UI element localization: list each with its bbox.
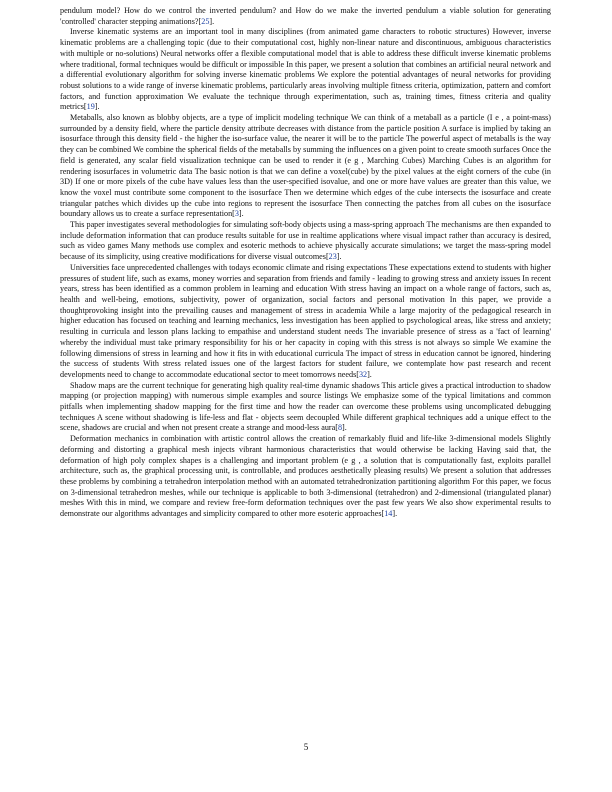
paragraph-text: Shadow maps are the current technique for generating high quality real-time dynamic shadows This article gives a practical introduction to shadow mapping (or projection mapping) with numerous simple examples and source listings We emphasize some of the typical limitations and common pitfalls when implementing shadow mapping for the first time and how the reader can overcome these problems using uncomplicated debugging techniques A scene without shadowing is life-less and flat - objects seem decoupled While different graphical techniques add a unique effect to the scene, shadows are crucial and when not present create a strange and mood-less aura [60, 380, 551, 433]
paragraph-text: Metaballs, also known as blobby objects, are a type of implicit modeling technique We can think of a metaball as a particle (I e , a point-mass) surrounded by a density field, where the particle density attribute decreases with distance from the particle position A surface is implied by taking an isosurface through this density field - the higher the iso-surface value, the nearer it will be to the particle The powerful aspect of metaballs is the way they can be combined We combine the spherical fields of the metaballs by summing the influences on a given point to create smooth surfaces Once the field is generated, any scalar field visualization technique can be used to render it (e g , Marching Cubes) Marching Cubes is an algorithm for rendering isosurfaces in volumetric data The basic notion is that we can define a voxel(cube) by the pixel values at the eight corners of the cube (in 3D) If one or more pixels of the cube have values less than the user-specified isovalue, and one or more have values are greater than this value, we know the voxel must contribute some component to the isosurface Then we determine which edges of the cube intersects the isosurface and create triangular patches which divides up the cube into regions to represent the isosurface Then connecting the patches from all cubes on the isosurface boundary allows us to create a surface representation [60, 113, 551, 219]
citation-link[interactable]: 19 [86, 102, 95, 112]
citation-link[interactable]: 14 [384, 509, 393, 519]
paragraph-text: This paper investigates several methodologies for simulating soft-body objects using a mass-spring approach The mechanisms are then expanded to include deformation information that can produce results suitable for use in realtime applications where visual impact rather than accuracy is desired, such as video games Many methods use complex and esoteric methods to achieve physically accurate simulations; we target the mass-spring model because of its simplicity, using creative modifications for diverse visual outcomes [60, 220, 551, 262]
paragraph-5: Universities face unprecedented challenges with todays economic climate and rising expectations These expectations extend to students with higher pressures of student life, such as exams, money worries and separation from friends and family - leading to growing stress and anxiety issues In recent years, stress has been identified as a common problem in learning and education With stress having an impact on a whole range of factors, such as, health and well-being, emotions, subjectivity, power of organization, social factors and personal motivation In this paper, we provide a thoughtprovoking insight into the prevailing causes and management of stress in academia While a large majority of the pedagogical research in higher education has focused on teaching and learning mechanics, less investigation has been applied to psychological areas, like stress and anxiety; resulting in curricula and lesson plans lacking to empathise and understand student needs The invariable presence of stress as a 'fact of learning' whereby the individual must take primary responsibility for his or her capacity in coping with this stress is not always so simple We examine the following dimensions of stress in learning and how it fits in with educational curricula The impact of stress in education cannot be ignored, hindering the success of students With stress related issues one of the largest factors for student failure, we contemplate how past research and recent developments need to change to accommodate educational sector to meet tomorrows needs[32]. [60, 262, 551, 379]
citation-link[interactable]: 8 [337, 423, 343, 433]
paper-body [60, 6, 551, 520]
paragraph-6: Shadow maps are the current technique for generating high quality real-time dynamic shadows This article gives a practical introduction to shadow mapping (or projection mapping) with numerous simple examples and source listings We emphasize some of the typical limitations and common pitfalls when implementing shadow mapping for the first time and how the reader can overcome these problems using uncomplicated debugging techniques A scene without shadowing is life-less and flat - objects seem decoupled While different graphical techniques add a unique effect to the scene, shadows are crucial and when not present create a strange and mood-less aura[8]. [60, 380, 551, 433]
paragraph-text: Universities face unprecedented challenges with todays economic climate and rising expectations These expectations extend to students with higher pressures of student life, such as exams, money worries and separation from friends and family - leading to growing stress and anxiety issues In recent years, stress has been identified as a common problem in learning and education With stress having an impact on a whole range of factors, such as, health and well-being, emotions, subjectivity, power of organization, social factors and personal motivation In this paper, we provide a thoughtprovoking insight into the prevailing causes and management of stress in academia While a large majority of the pedagogical research in higher education has focused on teaching and learning mechanics, less investigation has been applied to psychological areas, like stress and anxiety; resulting in curricula and lesson plans lacking to empathise and understand student needs The invariable presence of stress as a 'fact of learning' whereby the individual must take primary responsibility for his or her capacity in coping with this stress is not always so simple We examine the following dimensions of stress in learning and how it fits in with educational curricula The impact of stress in education cannot be ignored, hindering the success of students With stress related issues one of the largest factors for student failure, we contemplate how past research and recent developments need to change to accommodate educational sector to meet tomorrows needs [60, 262, 551, 379]
paragraph-text: pendulum model? How do we control the inverted pendulum? and How do we make the inverted pendulum a viable solution for generating 'controlled' character stepping animations? [60, 6, 551, 26]
paragraph-text: Deformation mechanics in combination with artistic control allows the creation of remarkably fluid and life-like 3-dimensional models Slightly deforming and distorting a graphical mesh injects vibrant harmonious characteristics that would otherwise be lacking Having said that, the deformation of high poly complex shapes is a challenging and important problem (e g , a solution that is computationally fast, exploits parallel architecture, such as, the graphical processing unit, is controllable, and produces aesthetically pleasing results) We present a solution that addresses these problems by combining a tetrahedron interpolation method with an automated tetrahedronization partitioning algorithm For this paper, we focus on 3-dimensional tetrahedron meshes, while our technique is applicable to both 3-dimensional (tetrahedron) and 2-dimensional (triangulated planar) meshes With this in mind, we compare and review free-form deformation techniques over the past few years We also show experimental results to demonstrate our algorithms advantages and simplicity compared to other more esoteric approaches [60, 434, 551, 519]
citation-link[interactable]: 25 [201, 16, 210, 26]
paragraph-4: This paper investigates several methodologies for simulating soft-body objects using a mass-spring approach The mechanisms are then expanded to include deformation information that can produce results suitable for use in realtime applications where visual impact rather than accuracy is desired, such as video games Many methods use complex and esoteric methods to achieve physically accurate simulations; we target the mass-spring model because of its simplicity, using creative modifications for diverse visual outcomes[23]. [60, 220, 551, 262]
paragraph-2: Inverse kinematic systems are an important tool in many disciplines (from animated game characters to robotic structures) However, inverse kinematic problems are a challenging topic (due to their computational cost, highly non-linear nature and discontinuous, ambiguous characteristics with multiple or no-solutions) Neural networks offer a flexible computational model that is able to address these difficult inverse kinematic problems where traditional, formal techniques would be difficult or impossible In this paper, we present a solution that combines an artificial neural network and a differential evolutionary algorithm for solving inverse kinematic problems We explore the potential advantages of neural networks for providing robust solutions to a wide range of inverse kinematic problems, particularly areas involving multiple fitness criteria, optimization, pattern and comfort factors, and function approximation We evaluate the technique through experimentation, such as, training times, fitness criteria and quality metrics[19]. [60, 27, 551, 112]
paragraph-1: pendulum model? How do we control the inverted pendulum? and How do we make the inverted pendulum a viable solution for generating 'controlled' character stepping animations?[25]. [60, 6, 551, 26]
paragraph-3: Metaballs, also known as blobby objects, are a type of implicit modeling technique We can think of a metaball as a particle (I e , a point-mass) surrounded by a density field, where the particle density attribute decreases with distance from the particle position A surface is implied by taking an isosurface through this density field - the higher the iso-surface value, the nearer it will be to the particle The powerful aspect of metaballs is the way they can be combined We combine the spherical fields of the metaballs by summing the influences on a given point to create smooth surfaces Once the field is generated, any scalar field visualization technique can be used to render it (e g , Marching Cubes) Marching Cubes is an algorithm for rendering isosurfaces in volumetric data The basic notion is that we can define a voxel(cube) by the pixel values at the eight corners of the cube (in 3D) If one or more pixels of the cube have values less than the user-specified isovalue, and one or more have values are greater than this value, we know the voxel must contribute some component to the isosurface Then we determine which edges of the cube intersects the isosurface and create triangular patches which divides up the cube into regions to represent the isosurface Then connecting the patches from all cubes on the isosurface boundary allows us to create a surface representation[3]. [60, 113, 551, 219]
page-number: 5 [303, 742, 309, 752]
citation-link[interactable]: 23 [328, 252, 337, 262]
citation-link[interactable]: 3 [234, 209, 239, 219]
paragraph-7: Deformation mechanics in combination with artistic control allows the creation of remarkably fluid and life-like 3-dimensional models Slightly deforming and distorting a graphical mesh injects vibrant harmonious characteristics that would otherwise be lacking Having said that, the deformation of high poly complex shapes is a challenging and important problem (e g , a solution that is computationally fast, exploits parallel architecture, such as, the graphical processing unit, is controllable, and produces aesthetically pleasing results) We present a solution that addresses these problems by combining a tetrahedron interpolation method with an automated tetrahedronization partitioning algorithm For this paper, we focus on 3-dimensional tetrahedron meshes, while our technique is applicable to both 3-dimensional (tetrahedron) and 2-dimensional (triangulated planar) meshes With this in mind, we compare and review free-form deformation techniques over the past few years We also show experimental results to demonstrate our algorithms advantages and simplicity compared to other more esoteric approaches[14]. [60, 434, 551, 519]
citation-link[interactable]: 32 [358, 369, 368, 379]
paragraph-text: Inverse kinematic systems are an important tool in many disciplines (from animated game characters to robotic structures) However, inverse kinematic problems are a challenging topic (due to their computational cost, highly non-linear nature and discontinuous, ambiguous characteristics with multiple or no-solutions) Neural networks offer a flexible computational model that is able to address these difficult inverse kinematic problems where traditional, formal techniques would be difficult or impossible In this paper, we present a solution that combines an artificial neural network and a differential evolutionary algorithm for solving inverse kinematic problems We explore the potential advantages of neural networks for providing robust solutions to a wide range of inverse kinematic problems, particularly areas involving multiple fitness criteria, optimization, pattern and comfort factors, and function approximation We evaluate the technique through experimentation, such as, training times, fitness criteria and quality metrics [60, 27, 551, 112]
